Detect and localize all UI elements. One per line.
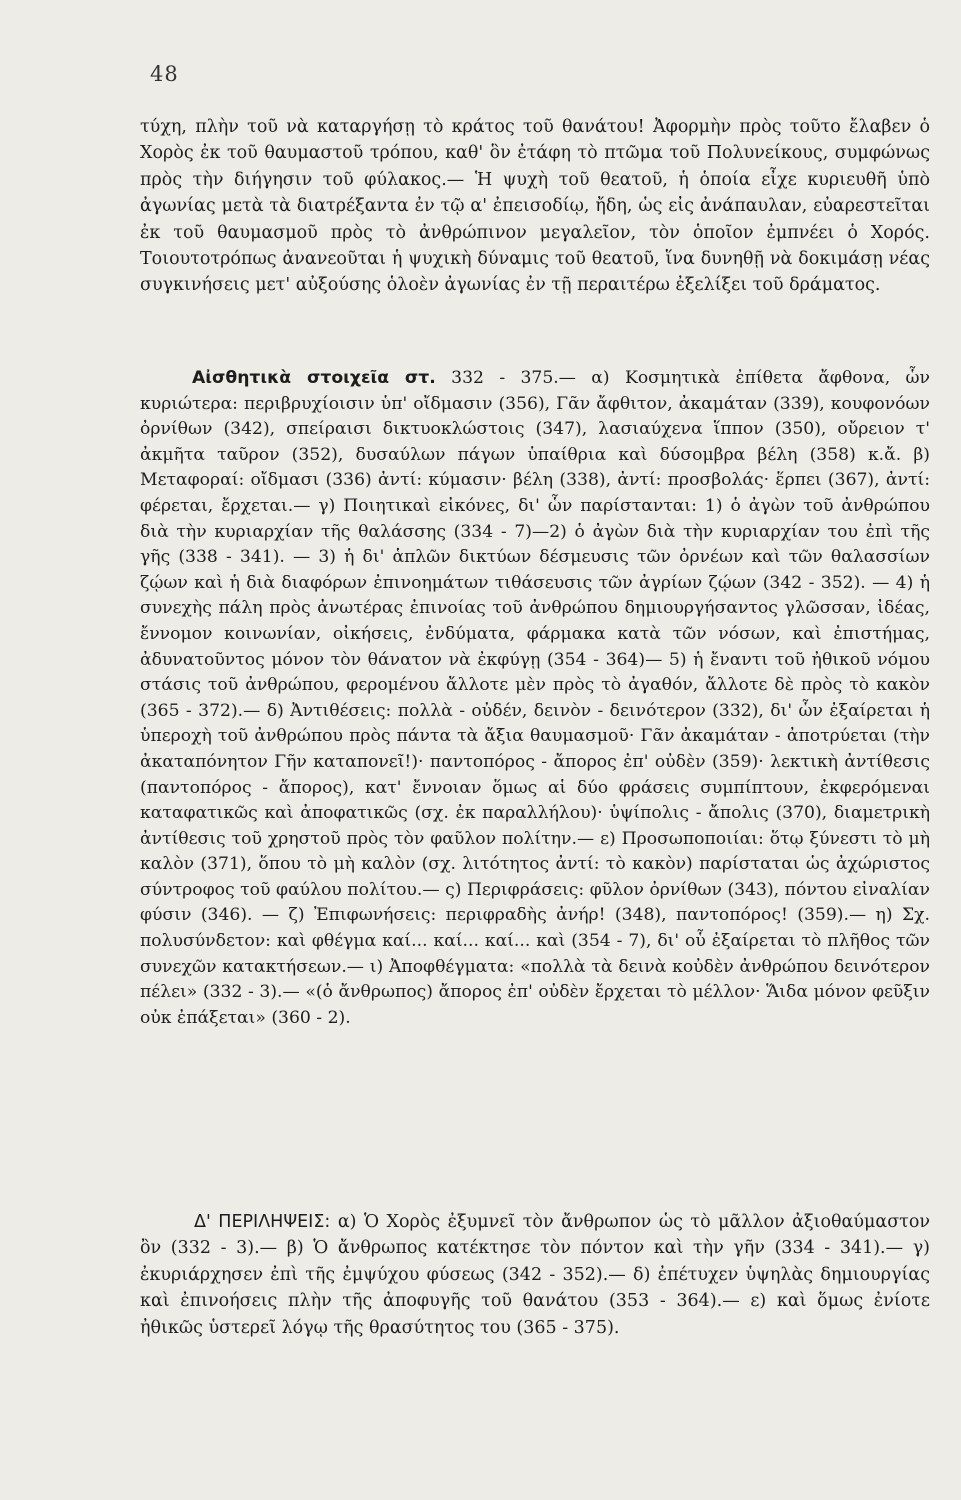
- aesthetic-elements-section: [140, 366, 930, 1031]
- summary-text: α) Ὁ Χορὸς ἐξυμνεῖ τὸν ἄνθρωπον ὡς τὸ μᾶλλον ἀξιοθαύμαστον ὂν (332 - 3).— β) Ὁ ἄνθρωπος κατέκτησε τὸν πόντον καὶ τὴν γῆν (334 - 341).— γ) ἐκυριάρχησεν ἐπὶ τῆς ἐμψύχου φύσεως (342 - 352).— δ) ἐπέτυχεν ὑψηλὰς δημιουργίας καὶ ἐπινοήσεις πλὴν τῆς ἀποφυγῆς τοῦ θανάτου (353 - 364).— ε) καὶ ὅμως ἐνίοτε ἠθικῶς ὑστερεῖ λόγῳ τῆς θρασύτητος του (365 - 375).: [140, 1212, 930, 1338]
- summary-label: Δ' ΠΕΡΙΛΗΨΕΙΣ:: [194, 1212, 331, 1232]
- aesthetic-label: Αἰσθητικὰ στοιχεῖα στ.: [192, 368, 436, 388]
- summary-paragraph: [140, 1209, 930, 1341]
- aesthetic-paragraph: [140, 366, 930, 1031]
- intro-text: τύχη, πλὴν τοῦ νὰ καταργήσῃ τὸ κράτος τοῦ θανάτου! Ἀφορμὴν πρὸς τοῦτο ἔλαβεν ὁ Χορὸς ἐκ τοῦ θαυμαστοῦ τρόπου, καθ' ὃν ἐτάφη τὸ πτῶμα τοῦ Πολυνείκους, συμφώνως πρὸς τὴν διήγησιν τοῦ φύλακος.— Ἡ ψυχὴ τοῦ θεατοῦ, ἡ ὁποία εἶχε κυριευθῆ ὑπὸ ἀγωνίας μετὰ τὰ διατρέξαντα ἐν τῷ α' ἐπεισοδίῳ, ἤδη, ὡς εἰς ἀνάπαυλαν, εὐαρεστεῖται ἐκ τοῦ θαυμασμοῦ πρὸς τὸ ἀνθρώπινον μεγαλεῖον, τὸν ὁποῖον ἐμπνέει ὁ Χορός. Τοιουτοτρόπως ἀνανεοῦται ἡ ψυχικὴ δύναμις τοῦ θεατοῦ, ἵνα δυνηθῇ νὰ δοκιμάσῃ νέας συγκινήσεις μετ' αὐξούσης ὁλοὲν ἀγωνίας ἐν τῇ περαιτέρω ἐξελίξει τοῦ δράματος.: [140, 117, 930, 296]
- aesthetic-text: 332 - 375.— α) Κοσμητικὰ ἐπίθετα ἄφθονα, ὧν κυριώτερα: περιβρυχίοισιν ὑπ' οἴδμασιν (356), Γᾶν ἄφθιτον, ἀκαμάταν (339), κουφονόων ὀρνίθων (342), σπείραισι δικτυοκλώστοις (347), λασιαύχενα ἵππον (350), οὔρειον τ' ἀκμῆτα ταῦρον (352), δυσαύλων πάγων ὑπαίθρια καὶ δύσομβρα βέλη (358) κ.ἄ. β) Μεταφοραί: οἴδμασι (336) ἀντί: κύμασιν· βέλη (338), ἀντί: προσβολάς· ἕρπει (367), ἀντί: φέρεται, ἔρχεται.— γ) Ποιητικαὶ εἰκόνες, δι' ὧν παρίστανται: 1) ὁ ἀγὼν τοῦ ἀνθρώπου διὰ τὴν κυριαρχίαν τῆς θαλάσσης (334 - 7)—2) ὁ ἀγὼν διὰ τὴν κυριαρχίαν του ἐπὶ τῆς γῆς (338 - 341). — 3) ἡ δι' ἁπλῶν δικτύων δέσμευσις τῶν ὀρνέων καὶ τῶν θαλασσίων ζῴων καὶ ἡ διὰ διαφόρων ἐπινοημάτων τιθάσευσις τῶν ἀγρίων ζῴων (342 - 352). — 4) ἡ συνεχὴς πάλη πρὸς ἀνωτέρας ἐπινοίας τοῦ ἀνθρώπου δημιουργήσαντος γλῶσσαν, ἰδέας, ἔννομον κοινωνίαν, οἰκήσεις, ἐνδύματα, φάρμακα κατὰ τῶν νόσων, καὶ ἐπιστήμας, ἀδυνατοῦντος μόνον τὸν θάνατον νὰ ἐκφύγῃ (354 - 364)— 5) ἡ ἔναντι τοῦ ἠθικοῦ νόμου στάσις τοῦ ἀνθρώπου, φερομένου ἄλλοτε μὲν πρὸς τὸ ἀγαθόν, ἄλλοτε δὲ πρὸς τὸ κακὸν (365 - 372).— δ) Ἀντιθέσεις: πολλὰ - οὐδέν, δεινὸν - δεινότερον (332), δι' ὧν ἐξαίρεται ἡ ὑπεροχὴ τοῦ ἀνθρώπου πρὸς πάντα τὰ ἄξια θαυμασμοῦ· Γᾶν ἀκαμάταν - ἀποτρύεται (τὴν ἀκαταπόνητον Γῆν καταπονεῖ!)· παντοπόρος - ἄπορος ἐπ' οὐδὲν (359)· λεκτικὴ ἀντίθεσις (παντοπόρος - ἄπορος), κατ' ἔννοιαν ὅμως αἱ δύο φράσεις συμπίπτουν, ἐκφερόμεναι καταφατικῶς καὶ ἀποφατικῶς (σχ. ἐκ παραλλήλου)· ὑψίπολις - ἄπολις (370), διαμετρικὴ ἀντίθεσις τοῦ χρηστοῦ πρὸς τὸν φαῦλον πολίτην.— ε) Προσωποποιίαι: ὅτῳ ξύνεστι τὸ μὴ καλὸν (371), ὅπου τὸ μὴ καλὸν (σχ. λιτότητος ἀντί: τὸ κακὸν) παρίσταται ὡς ἀχώριστος σύντροφος τοῦ φαύλου πολίτου.— ς) Περιφράσεις: φῦλον ὀρνίθων (343), πόντου εἰναλίαν φύσιν (346). — ζ) Ἐπιφωνήσεις: περιφραδὴς ἀνήρ! (348), παντοπόρος! (359).— η) Σχ. πολυσύνδετον: καὶ φθέγμα καί... καί... καί... καὶ (354 - 7), δι' οὗ ἐξαίρεται τὸ πλῆθος τῶν συνεχῶν κατακτήσεων.— ι) Ἀποφθέγματα: «πολλὰ τὰ δεινὰ κοὐδὲν ἀνθρώπου δεινότερον πέλει» (332 - 3).— «(ὁ ἄνθρωπος) ἄπορος ἐπ' οὐδὲν ἔρχεται τὸ μέλλον· Ἅιδα μόνον φεῦξιν οὐκ ἐπάξεται» (360 - 2).: [140, 368, 930, 1028]
- intro-paragraph: [140, 114, 930, 299]
- summary-section: [140, 1209, 930, 1341]
- page-number: 48: [150, 62, 179, 86]
